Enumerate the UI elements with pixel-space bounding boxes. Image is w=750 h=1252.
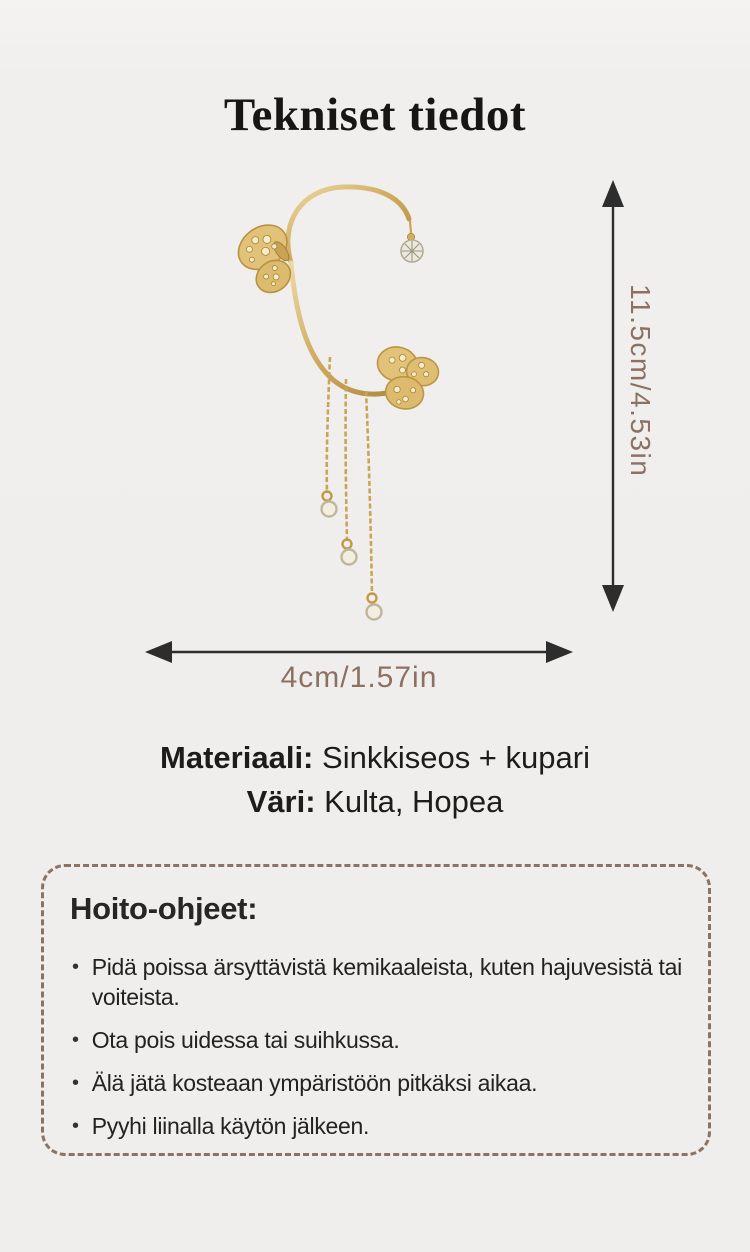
care-instructions-box [41, 864, 711, 1156]
list-item [72, 1025, 690, 1055]
care-item-text: Älä jätä kosteaan ympäristöön pitkäksi aikaa. [91, 1070, 538, 1096]
bullet-icon: • [72, 1029, 79, 1051]
care-instructions-list [68, 952, 690, 1141]
ear-hook-top-arc [288, 187, 409, 263]
color-line [0, 780, 750, 824]
care-item-text: Pyyhi liinalla käytön jälkeen. [91, 1113, 370, 1139]
chain-3 [366, 391, 382, 620]
chain-2 [342, 379, 357, 565]
list-item [72, 1068, 690, 1098]
material-label: Materiaali: [160, 740, 314, 775]
list-item [72, 1111, 690, 1141]
care-item-text: Pidä poissa ärsyttävistä kemikaaleista, kuten hajuvesistä tai voiteista. [91, 954, 682, 1010]
care-item-text: Ota pois uidessa tai suihkussa. [91, 1027, 400, 1053]
care-instructions-title: Hoito-ohjeet: [70, 891, 258, 926]
list-item [72, 952, 690, 1012]
page-title: Tekniset tiedot [223, 89, 527, 141]
butterfly-bottom-icon [370, 344, 441, 414]
bullet-icon: • [72, 1115, 79, 1137]
spec-lines [0, 736, 750, 824]
height-dimension-label: 11.5cm/4.53in [625, 284, 656, 478]
bullet-icon: • [72, 1072, 79, 1094]
material-line [0, 736, 750, 780]
rhinestone-facets [402, 241, 422, 261]
material-value: Sinkkiseos + kupari [322, 740, 590, 775]
bullet-icon: • [72, 956, 79, 978]
color-value: Kulta, Hopea [324, 784, 504, 819]
stud-dangle-wire [410, 221, 411, 233]
ear-cuff-illustration [195, 165, 515, 635]
product-image [195, 165, 515, 635]
butterfly-top-icon [230, 216, 310, 299]
width-dimension-label: 4cm/1.57in [280, 661, 438, 694]
color-label: Väri: [246, 784, 316, 819]
